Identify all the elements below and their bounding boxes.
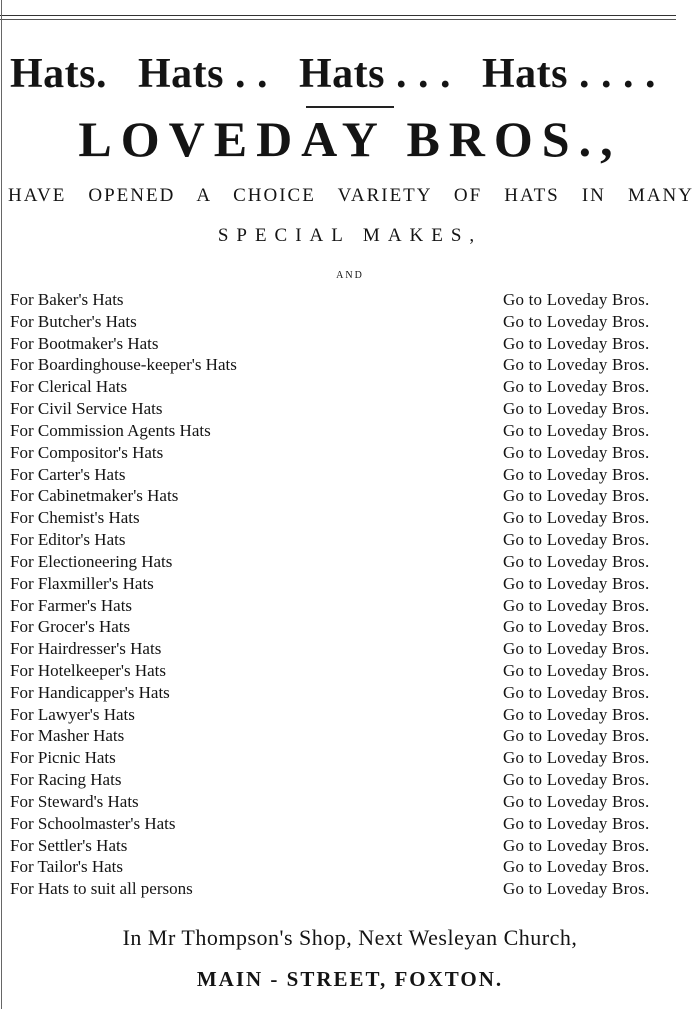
street-address: MAIN - STREET, FOXTON. [196,967,504,991]
go-to-text: Go to Loveday Bros. [503,748,650,768]
hat-type: For Baker's Hats [10,289,124,309]
list-item [10,791,695,813]
hat-type: For Butcher's Hats [10,311,137,331]
go-to-text: Go to Loveday Bros. [503,770,650,790]
list-item [10,376,695,398]
hat-type: For Masher Hats [10,726,125,746]
go-to-text: Go to Loveday Bros. [503,551,650,571]
go-to-text: Go to Loveday Bros. [503,835,650,855]
headline [10,50,698,98]
list-item [10,529,695,551]
headline-word: Hats . . [138,51,268,97]
go-to-text: Go to Loveday Bros. [503,660,650,680]
headline-word: Hats. [10,51,107,97]
list-item [10,878,695,900]
shop-location: In Mr Thompson's Shop, Next Wesleyan Church, [122,925,578,950]
go-to-text: Go to Loveday Bros. [503,573,650,593]
hat-type: For Flaxmiller's Hats [10,573,154,593]
list-item [10,485,695,507]
firm-name: LOVEDAY BROS., [78,111,622,167]
list-item [10,311,695,333]
go-to-text: Go to Loveday Bros. [503,813,650,833]
hat-type: For Carter's Hats [10,464,126,484]
list-item [10,660,695,682]
go-to-text: Go to Loveday Bros. [503,726,650,746]
hat-type: For Tailor's Hats [10,857,123,877]
go-to-text: Go to Loveday Bros. [503,355,650,375]
and-connector: AND [336,270,364,281]
go-to-text: Go to Loveday Bros. [503,682,650,702]
hat-type: For Lawyer's Hats [10,704,135,724]
hat-list [10,289,695,900]
hat-type: For Schoolmaster's Hats [10,813,176,833]
hat-type: For Farmer's Hats [10,595,133,615]
headline-divider [306,106,394,108]
list-item [10,616,695,638]
go-to-text: Go to Loveday Bros. [503,530,650,550]
go-to-text: Go to Loveday Bros. [503,311,650,331]
hat-type: For Settler's Hats [10,835,128,855]
list-item [10,813,695,835]
go-to-text: Go to Loveday Bros. [503,704,650,724]
list-item [10,442,695,464]
hat-type: For Electioneering Hats [10,551,173,571]
go-to-text: Go to Loveday Bros. [503,508,650,528]
hat-type: For Hairdresser's Hats [10,639,162,659]
go-to-text: Go to Loveday Bros. [503,595,650,615]
list-item [10,704,695,726]
list-item [10,769,695,791]
list-item [10,333,695,355]
hat-type: For Picnic Hats [10,748,116,768]
headline-word: Hats . . . . [482,51,656,97]
go-to-text: Go to Loveday Bros. [503,791,650,811]
list-item [10,638,695,660]
hat-type: For Handicapper's Hats [10,682,170,702]
list-item [10,682,695,704]
go-to-text: Go to Loveday Bros. [503,289,650,309]
go-to-text: Go to Loveday Bros. [503,617,650,637]
hat-type: For Racing Hats [10,770,122,790]
go-to-text: Go to Loveday Bros. [503,399,650,419]
go-to-text: Go to Loveday Bros. [503,857,650,877]
list-item [10,398,695,420]
list-item [10,726,695,748]
list-item [10,551,695,573]
hat-type: For Compositor's Hats [10,442,164,462]
hat-type: For Hats to suit all persons [10,879,193,899]
hat-type: For Hotelkeeper's Hats [10,660,167,680]
go-to-text: Go to Loveday Bros. [503,420,650,440]
go-to-text: Go to Loveday Bros. [503,377,650,397]
hat-type: For Cabinetmaker's Hats [10,486,179,506]
hat-type: For Chemist's Hats [10,508,140,528]
go-to-text: Go to Loveday Bros. [503,879,650,899]
hat-type: For Boardinghouse-keeper's Hats [10,355,237,375]
hat-type: For Commission Agents Hats [10,420,211,440]
list-item [10,835,695,857]
list-item [10,595,695,617]
go-to-text: Go to Loveday Bros. [503,639,650,659]
hat-type: For Editor's Hats [10,530,126,550]
go-to-text: Go to Loveday Bros. [503,442,650,462]
list-item [10,747,695,769]
list-item [10,289,695,311]
list-item [10,857,695,879]
headline-word: Hats . . . [299,51,451,97]
hat-type: For Clerical Hats [10,377,128,397]
hat-type: For Civil Service Hats [10,399,163,419]
list-item [10,573,695,595]
go-to-text: Go to Loveday Bros. [503,486,650,506]
list-item [10,354,695,376]
top-rule-thin [0,19,676,20]
hat-type: For Steward's Hats [10,791,139,811]
list-item [10,464,695,486]
tagline-line-1: HAVE OPENED A CHOICE VARIETY OF HATS IN MANY [8,185,694,206]
list-item [10,507,695,529]
go-to-text: Go to Loveday Bros. [503,464,650,484]
tagline-line-2: SPECIAL MAKES, [217,225,483,246]
go-to-text: Go to Loveday Bros. [503,333,650,353]
hat-type: For Bootmaker's Hats [10,333,159,353]
top-rule [0,15,676,16]
list-item [10,420,695,442]
hat-type: For Grocer's Hats [10,617,131,637]
